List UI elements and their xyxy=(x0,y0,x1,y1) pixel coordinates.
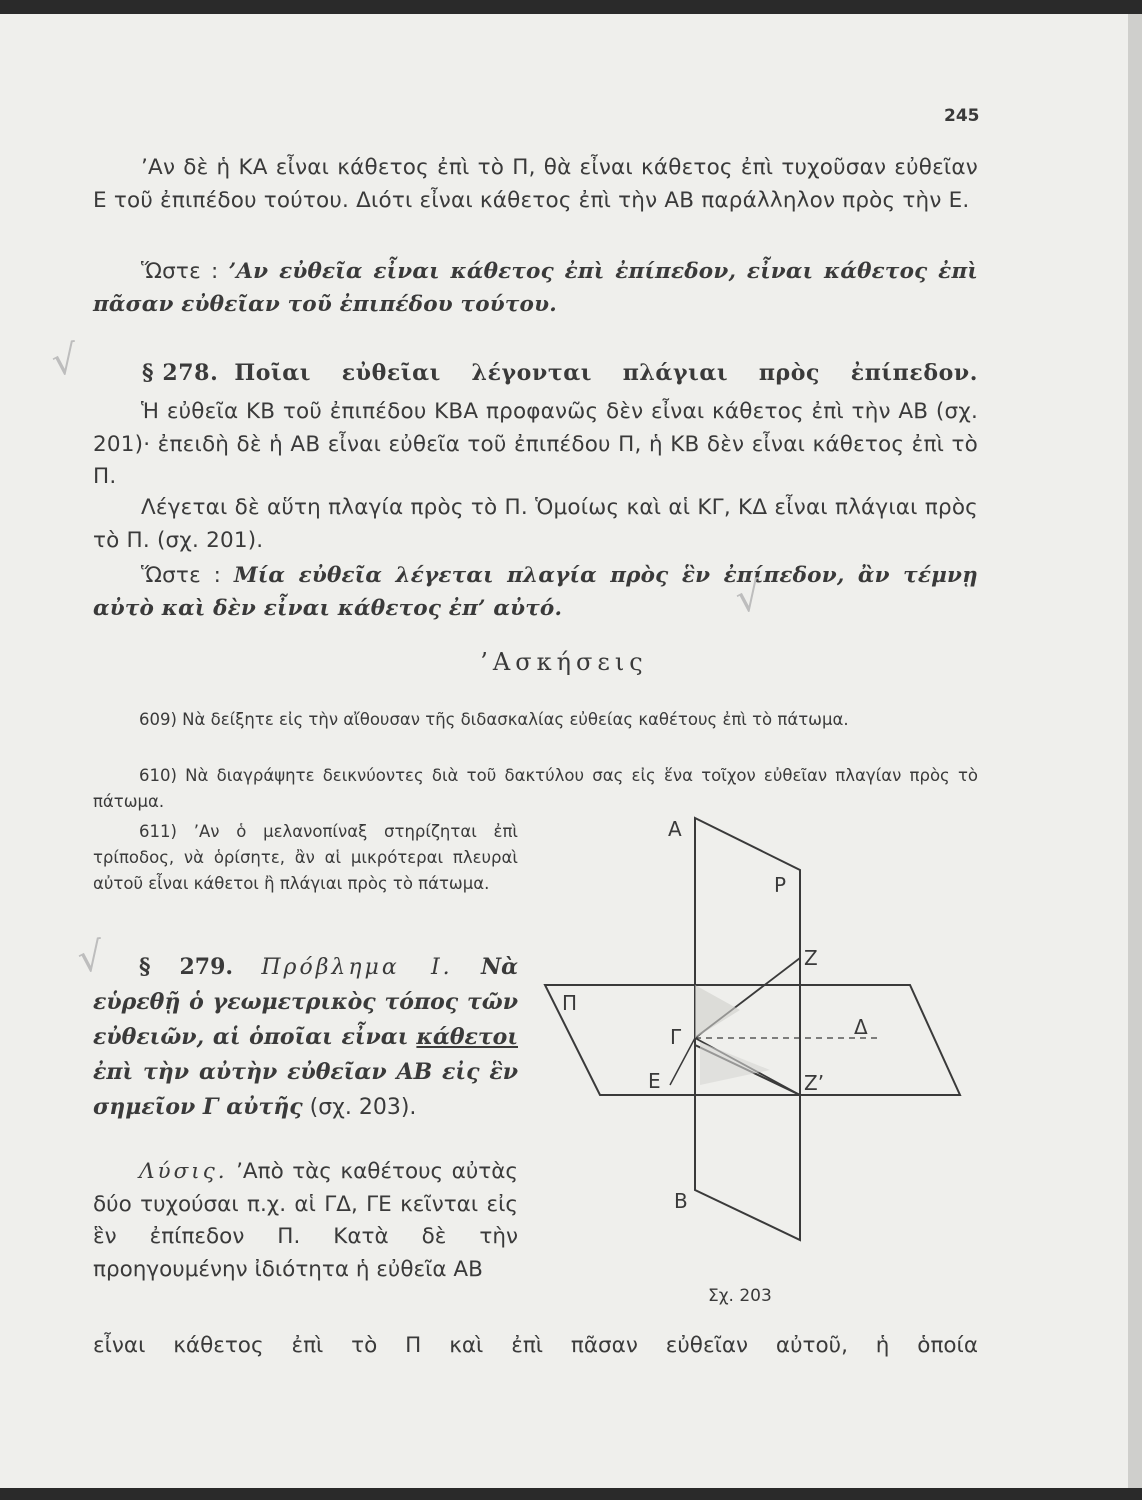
conclusion-statement: ’Αν εὐθεῖα εἶναι κάθετος ἐπὶ ἐπίπεδον, εἶναι κάθετος ἐπὶ πᾶσαν εὐθεῖαν τοῦ ἐπιπέδου τούτου. xyxy=(93,259,978,317)
section-279-ref: (σχ. 203). xyxy=(309,1095,417,1121)
page-edge xyxy=(1128,14,1142,1488)
paragraph-2 xyxy=(93,256,978,321)
section-279 xyxy=(93,950,518,1125)
exercise-610: 610) Νὰ διαγράψητε δεικνύοντες διὰ τοῦ δακτύλου σας εἰς ἕνα τοῖχον εὐθεῖαν πλαγίαν πρὸς τὸ πάτωμα. xyxy=(93,766,978,812)
solution-text: ’Απὸ τὰς καθέτους αὐτὰς δύο τυχούσαι π.χ. αἱ ΓΔ, ΓΕ κεῖνται εἰς ἓν ἐπίπεδον Π. Κατὰ δὲ τὴν προηγουμένην ἰδιότητα ἡ εὐθεῖα ΑΒ xyxy=(93,1159,518,1283)
label-z: Ζ xyxy=(804,946,818,970)
figure-203 xyxy=(540,810,970,1290)
label-e: Ε xyxy=(648,1069,661,1093)
section-278-title: Ποῖαι εὐθεῖαι λέγονται πλάγιαι πρὸς ἐπίπεδον. xyxy=(234,360,978,386)
section-278-heading xyxy=(142,360,978,386)
pencil-check-icon: √ xyxy=(732,573,765,623)
pencil-check-icon: √ xyxy=(74,933,107,983)
paragraph-3: Ἡ εὐθεῖα ΚΒ τοῦ ἐπιπέδου ΚΒΑ προφανῶς δὲν εἶναι κάθετος ἐπὶ τὴν ΑΒ (σχ. 201)· ἐπειδὴ δὲ ἡ ΑΒ εἶναι εὐθεῖα τοῦ ἐπιπέδου Π, ἡ ΚΒ δὲν εἶναι κάθετος ἐπὶ τὸ Π. xyxy=(93,399,978,490)
exercises-title: ’Ασκήσεις xyxy=(480,648,648,676)
paragraph-1: ’Αν δὲ ἡ ΚΑ εἶναι κάθετος ἐπὶ τὸ Π, θὰ εἶναι κάθετος ἐπὶ τυχοῦσαν εὐθεῖαν Ε τοῦ ἐπιπέδου τούτου. Διότι εἶναι κάθετος ἐπὶ τὴν ΑΒ παράλληλον πρὸς τὴν Ε. xyxy=(93,155,978,213)
solution-label: Λύσις. xyxy=(139,1159,228,1184)
label-gamma: Γ xyxy=(670,1025,682,1049)
figure-caption: Σχ. 203 xyxy=(708,1286,772,1306)
conclusion-prefix: Ὥστε : xyxy=(141,259,219,284)
label-delta: Δ xyxy=(854,1015,868,1039)
shading xyxy=(695,985,740,1038)
label-zprime: Ζ’ xyxy=(804,1071,825,1095)
label-a: Α xyxy=(668,817,682,841)
section-279-underlined: κάθετοι xyxy=(416,1024,518,1051)
definition-statement: Μία εὐθεῖα λέγεται πλαγία πρὸς ἓν ἐπίπεδον, ἂν τέμνῃ αὐτὸ καὶ δὲν εἶναι κάθετος ἐπ’ αὐτό. xyxy=(93,563,978,621)
label-b: Β xyxy=(674,1189,688,1213)
exercise-611: 611) ’Αν ὁ μελανοπίναξ στηρίζηται ἐπὶ τρίποδος, νὰ ὁρίσητε, ἂν αἱ μικρότεραι πλευραὶ αὐτοῦ εἶναι κάθετοι ἢ πλάγιαι πρὸς τὸ πάτωμα. xyxy=(93,822,518,894)
section-279-problem: Πρόβλημα Ι. xyxy=(261,955,453,980)
paragraph-5 xyxy=(93,560,978,625)
shading xyxy=(700,1042,770,1085)
section-279-number: § 279. xyxy=(139,954,234,980)
exercise-609: 609) Νὰ δείξητε εἰς τὴν αἴθουσαν τῆς διδασκαλίας εὐθείας καθέτους ἐπὶ τὸ πάτωμα. xyxy=(139,710,849,729)
last-line: εἶναι κάθετος ἐπὶ τὸ Π καὶ ἐπὶ πᾶσαν εὐθεῖαν αὐτοῦ, ἡ ὁποία xyxy=(93,1333,978,1358)
section-279-text: Νὰ εὑρεθῇ ὁ γεωμετρικὸς τόπος τῶν εὐθειῶν, αἱ ὁποῖαι εἶναι xyxy=(93,954,519,1051)
section-279-text-2: ἐπὶ τὴν αὐτὴν εὐθεῖαν ΑΒ εἰς ἓν σημεῖον Γ αὐτῆς xyxy=(93,1059,518,1121)
paragraph-4: Λέγεται δὲ αὕτη πλαγία πρὸς τὸ Π. Ὁμοίως καὶ αἱ ΚΓ, ΚΔ εἶναι πλάγιαι πρὸς τὸ Π. (σχ. 201). xyxy=(93,495,978,553)
page-number: 245 xyxy=(944,106,980,126)
section-278-number: § 278. xyxy=(142,360,219,386)
horizontal-plane xyxy=(545,985,960,1095)
pencil-check-icon: √ xyxy=(48,336,81,386)
label-pi: Π xyxy=(562,991,578,1015)
solution-paragraph xyxy=(93,1156,518,1287)
definition-prefix: Ὥστε : xyxy=(141,563,222,588)
label-p: Ρ xyxy=(774,873,787,897)
vertical-plane-lower xyxy=(695,1095,800,1240)
